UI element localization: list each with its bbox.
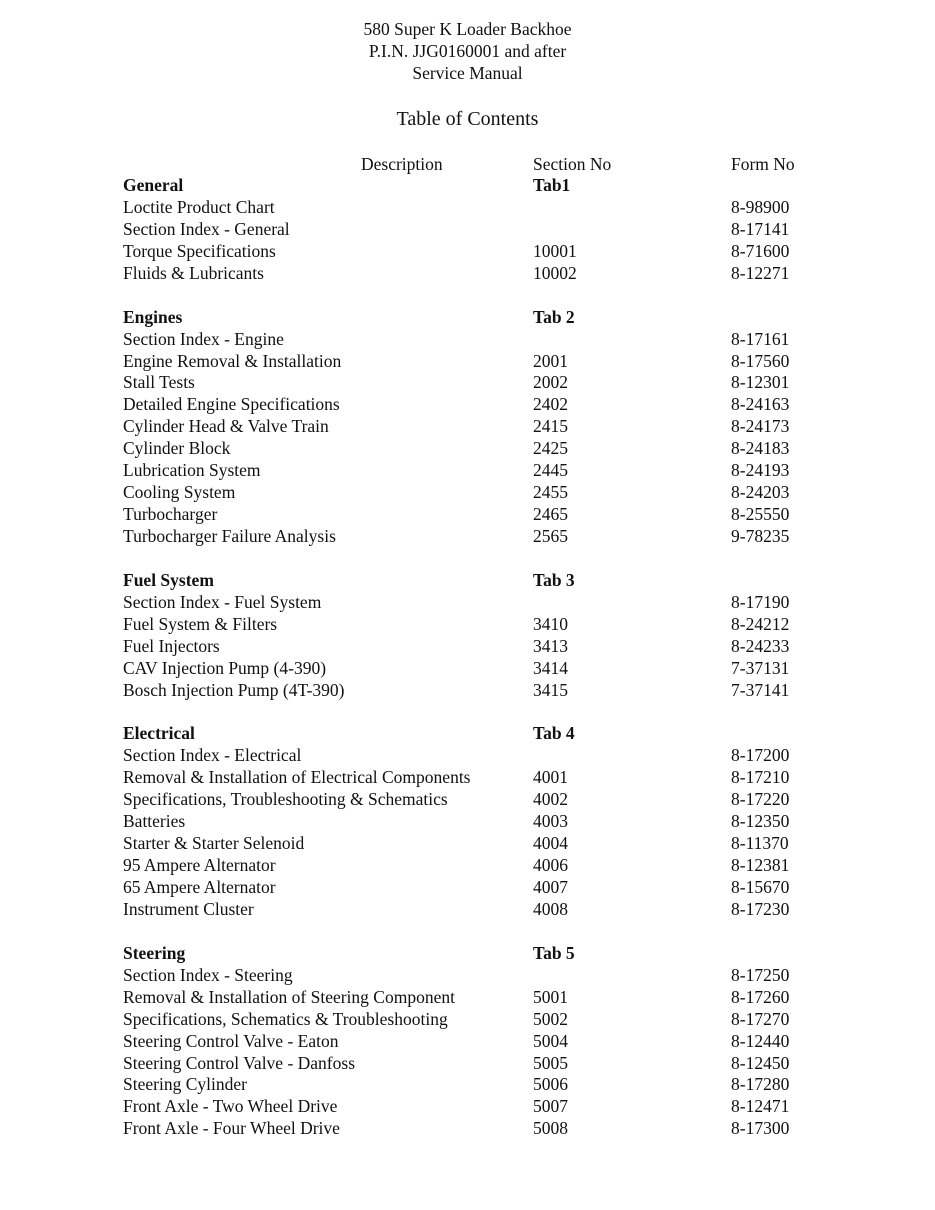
entry-section-no: 3410 [533,613,568,634]
entry-description: Stall Tests [123,372,195,393]
entry-description: Detailed Engine Specifications [123,394,340,415]
toc-entry-row [0,789,935,811]
toc-entry-row [0,197,935,219]
entry-form-no: 8-17260 [731,986,790,1007]
entry-form-no: 8-17250 [731,964,790,985]
entry-form-no: 8-24212 [731,613,790,634]
section-heading-row [0,570,935,592]
entry-description: Batteries [123,811,186,832]
toc-entry-row [0,241,935,263]
section-heading-row [0,175,935,197]
entry-description: Section Index - Engine [123,328,284,349]
entry-form-no: 8-24233 [731,635,790,656]
header-line-manual: Service Manual [412,63,523,83]
entry-form-no: 8-17200 [731,745,790,766]
entry-section-no: 4008 [533,898,568,919]
toc-entry-row [0,592,935,614]
section-heading-row [0,307,935,329]
entry-form-no: 8-24193 [731,460,790,481]
section-heading-row [0,723,935,745]
entry-form-no: 8-17161 [731,328,790,349]
entry-description: Fluids & Lubricants [123,262,264,283]
entry-section-no: 10002 [533,262,577,283]
entry-form-no: 8-98900 [731,196,790,217]
entry-form-no: 8-17230 [731,898,790,919]
entry-description: Specifications, Schematics & Troubleshooting [123,1008,448,1029]
toc-entry-row [0,351,935,373]
toc-title: Table of Contents [396,108,539,130]
entry-section-no: 5002 [533,1008,568,1029]
toc-entry-row [0,460,935,482]
entry-section-no: 2425 [533,438,568,459]
entry-description: Cylinder Block [123,438,231,459]
entry-description: Engine Removal & Installation [123,350,342,371]
toc-entry-row [0,833,935,855]
entry-section-no: 5007 [533,1096,568,1117]
entry-form-no: 8-12381 [731,855,790,876]
toc-entry-row [0,899,935,921]
toc-entry-row [0,263,935,285]
column-header-form-no: Form No [731,154,795,174]
entry-description: Lubrication System [123,460,261,481]
toc-entry-row [0,855,935,877]
toc-entry-row [0,329,935,351]
section-heading-row [0,943,935,965]
entry-form-no: 8-12440 [731,1030,790,1051]
entry-section-no: 10001 [533,240,577,261]
toc-entry-row [0,526,935,548]
toc-entry-row [0,438,935,460]
column-header-description: Description [361,154,443,174]
toc-entry-row [0,658,935,680]
entry-form-no: 9-78235 [731,526,790,546]
entry-form-no: 8-17210 [731,767,790,788]
entry-form-no: 8-17190 [731,591,790,612]
entry-description: Removal & Installation of Steering Component [123,986,455,1007]
entry-description: 95 Ampere Alternator [123,855,276,876]
entry-section-no: 4001 [533,767,568,788]
toc-entry-row [0,482,935,504]
section-spacer [0,702,935,724]
toc-entry-row [0,1118,935,1140]
entry-section-no: 4002 [533,789,568,810]
toc-entry-row [0,1096,935,1118]
entry-section-no: 2415 [533,416,568,437]
entry-section-no: 5006 [533,1074,568,1095]
entry-section-no: 3414 [533,657,568,678]
section-spacer [0,921,935,943]
section-tab: Tab 3 [533,569,575,590]
entry-section-no: 2565 [533,526,568,546]
section-tab: Tab1 [533,175,571,195]
toc-entry-row [0,1074,935,1096]
entry-description: Specifications, Troubleshooting & Schematics [123,789,448,810]
entry-description: Front Axle - Two Wheel Drive [123,1096,338,1117]
column-headers [0,153,935,175]
toc-entry-row [0,1053,935,1075]
entry-description: Loctite Product Chart [123,196,275,217]
entry-section-no: 5008 [533,1118,568,1139]
column-header-section-no: Section No [533,154,612,174]
entry-description: Turbocharger Failure Analysis [123,526,336,546]
entry-form-no: 8-24203 [731,482,790,503]
toc-entry-row [0,1031,935,1053]
entry-section-no: 2002 [533,372,568,393]
entry-description: Steering Control Valve - Danfoss [123,1052,356,1073]
toc-entry-row [0,394,935,416]
entry-form-no: 8-12471 [731,1096,790,1117]
toc-entry-row [0,416,935,438]
entry-section-no: 2455 [533,482,568,503]
toc-entry-row [0,767,935,789]
entry-section-no: 5001 [533,986,568,1007]
section-spacer [0,548,935,570]
entry-description: Cooling System [123,482,236,503]
entry-form-no: 7-37131 [731,657,790,678]
entry-form-no: 8-17560 [731,350,790,371]
entry-description: Turbocharger [123,504,218,525]
entry-description: Steering Control Valve - Eaton [123,1030,339,1051]
entry-form-no: 8-12271 [731,262,790,283]
entry-section-no: 3415 [533,679,568,700]
toc-entry-row [0,636,935,658]
entry-section-no: 5004 [533,1030,568,1051]
section-heading: Electrical [123,723,195,744]
document-header [0,18,935,84]
entry-section-no: 4004 [533,833,568,854]
entry-section-no: 4003 [533,811,568,832]
entry-form-no: 8-17141 [731,218,790,239]
toc-entry-row [0,811,935,833]
entry-description: Section Index - Fuel System [123,591,322,612]
header-line-model: 580 Super K Loader Backhoe [363,19,572,39]
section-spacer [0,285,935,307]
entry-section-no: 2465 [533,504,568,525]
entry-description: Fuel Injectors [123,635,220,656]
entry-form-no: 8-24183 [731,438,790,459]
entry-form-no: 8-12301 [731,372,790,393]
entry-description: Torque Specifications [123,240,276,261]
entry-form-no: 8-15670 [731,877,790,897]
entry-form-no: 8-17280 [731,1074,790,1095]
entry-form-no: 8-11370 [731,833,789,854]
toc-list [0,175,935,1140]
entry-form-no: 8-17220 [731,789,790,810]
toc-entry-row [0,680,935,702]
entry-description: Section Index - Steering [123,964,293,985]
section-heading: Engines [123,306,183,327]
section-tab: Tab 5 [533,942,575,963]
entry-section-no: 3413 [533,635,568,656]
toc-entry-row [0,1009,935,1031]
entry-description: Section Index - General [123,218,290,239]
entry-description: Removal & Installation of Electrical Components [123,767,471,788]
entry-description: Bosch Injection Pump (4T-390) [123,679,345,700]
section-heading: General [123,175,184,195]
section-heading: Fuel System [123,569,214,590]
entry-section-no: 5005 [533,1052,568,1073]
header-line-pin: P.I.N. JJG0160001 and after [368,41,567,61]
toc-entry-row [0,372,935,394]
entry-form-no: 8-12350 [731,811,790,832]
entry-description: Cylinder Head & Valve Train [123,416,329,437]
entry-form-no: 8-24173 [731,416,790,437]
section-heading: Steering [123,942,186,963]
section-tab: Tab 2 [533,306,575,327]
entry-form-no: 8-12450 [731,1052,790,1073]
toc-entry-row [0,504,935,526]
toc-entry-row [0,219,935,241]
entry-form-no: 8-17270 [731,1008,790,1029]
entry-section-no: 2001 [533,350,568,371]
toc-entry-row [0,614,935,636]
entry-section-no: 4007 [533,877,568,897]
entry-form-no: 8-24163 [731,394,790,415]
toc-entry-row [0,745,935,767]
toc-entry-row [0,965,935,987]
toc-entry-row [0,877,935,899]
entry-section-no: 2402 [533,394,568,415]
entry-form-no: 8-25550 [731,504,790,525]
entry-section-no: 2445 [533,460,568,481]
entry-description: Instrument Cluster [123,898,254,919]
entry-description: Steering Cylinder [123,1074,247,1095]
section-tab: Tab 4 [533,723,575,744]
toc-entry-row [0,987,935,1009]
entry-description: Fuel System & Filters [123,613,278,634]
entry-description: Section Index - Electrical [123,745,302,766]
entry-form-no: 7-37141 [731,679,790,700]
entry-form-no: 8-17300 [731,1118,790,1139]
entry-description: Starter & Starter Selenoid [123,833,305,854]
entry-description: Front Axle - Four Wheel Drive [123,1118,340,1139]
entry-description: CAV Injection Pump (4-390) [123,657,327,678]
entry-form-no: 8-71600 [731,240,790,261]
entry-section-no: 4006 [533,855,568,876]
entry-description: 65 Ampere Alternator [123,877,276,897]
